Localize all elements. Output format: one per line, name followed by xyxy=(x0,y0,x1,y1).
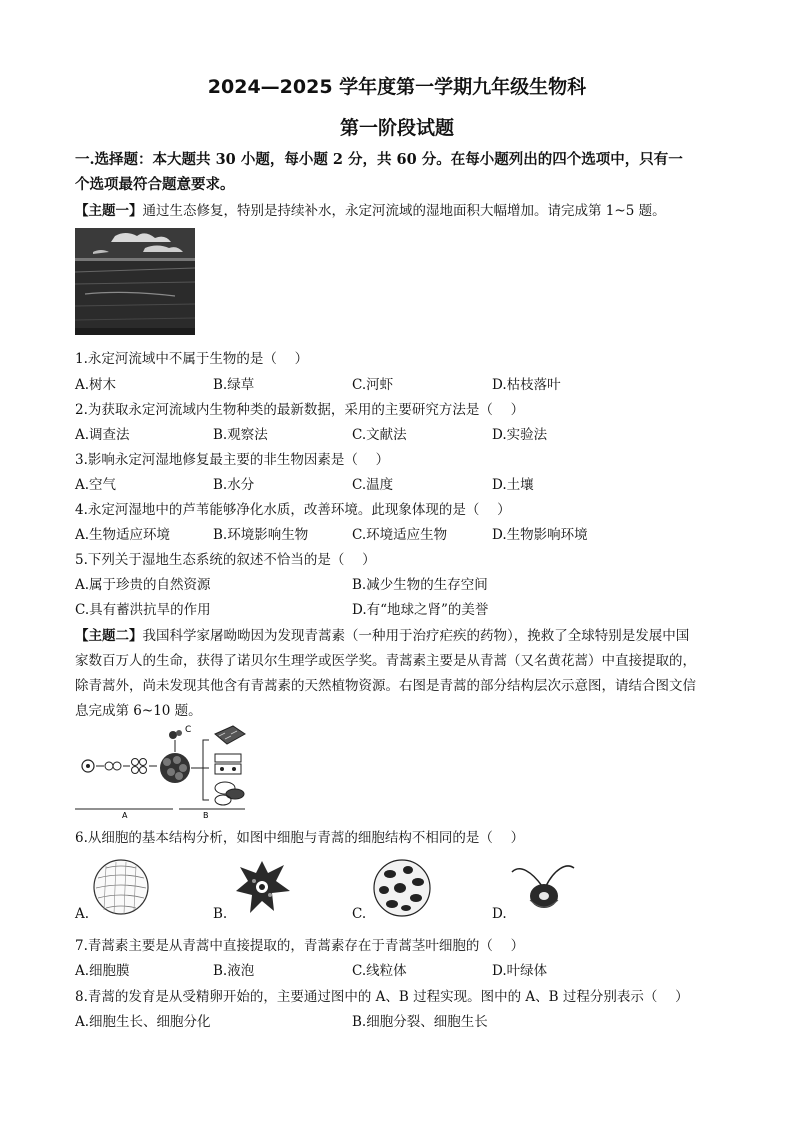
tissue-3-icon xyxy=(215,782,244,805)
label-b: B xyxy=(203,811,209,820)
q3-stem: 3.影响永定河湿地修复最主要的非生物因素是（ ） xyxy=(75,452,390,468)
q4-stem: 4.永定河湿地中的芦苇能够净化水质，改善环境。此现象体现的是（ ） xyxy=(75,502,511,518)
theme2-text-line1: 我国科学家屠呦呦因为发现青蒿素（一种用于治疗疟疾的药物），挽救了全球特别是发展中国 xyxy=(142,628,690,644)
q5-stem: 5.下列关于湿地生态系统的叙述不恰当的是（ ） xyxy=(75,552,376,568)
q6-cell-c-image xyxy=(372,858,432,918)
theme2-text-line3: 除青蒿外，尚未发现其他含有青蒿素的天然植物资源。右图是青蒿的部分结构层次示意图，请结合图文信 xyxy=(75,678,696,694)
tissue-2-icon xyxy=(215,754,241,774)
q3-option-b[interactable]: B.水分 xyxy=(213,477,255,493)
q1-option-d[interactable]: D.枯枝落叶 xyxy=(492,377,561,393)
q6-stem: 6.从细胞的基本结构分析，如图中细胞与青蒿的细胞结构不相同的是（ ） xyxy=(75,830,525,846)
q8-option-b[interactable]: B.细胞分裂、细胞生长 xyxy=(352,1014,488,1030)
q5-option-b[interactable]: B.减少生物的生存空间 xyxy=(352,577,488,593)
cell-c-icon xyxy=(169,730,182,752)
q1-option-c[interactable]: C.河虾 xyxy=(352,377,394,393)
q1-stem: 1.永定河流域中不属于生物的是（ ） xyxy=(75,351,309,367)
q5-option-c[interactable]: C.具有蓄洪抗旱的作用 xyxy=(75,602,211,618)
q6-cell-a-image xyxy=(92,858,150,916)
plant-structure-diagram xyxy=(75,720,265,818)
q1-option-b[interactable]: B.绿草 xyxy=(213,377,255,393)
q2-option-c[interactable]: C.文献法 xyxy=(352,427,407,443)
exam-subtitle: 第一阶段试题 xyxy=(339,117,454,139)
q6-option-d[interactable]: D. xyxy=(492,906,507,922)
cell-cluster-icon xyxy=(160,753,190,783)
wetland-photo xyxy=(75,228,195,335)
q1-option-a[interactable]: A.树木 xyxy=(75,377,117,393)
tissue-1-icon xyxy=(215,726,245,744)
section-heading-line2: 个选项最符合题意要求。 xyxy=(75,176,235,193)
single-cell-icon xyxy=(82,760,94,772)
label-a: A xyxy=(122,811,128,820)
q3-option-d[interactable]: D.土壤 xyxy=(492,477,534,493)
q8-stem: 8.青蒿的发育是从受精卵开始的，主要通过图中的 A、B 过程实现。图中的 A、B 过程分别表示（ ） xyxy=(75,989,689,1005)
q8-option-a[interactable]: A.细胞生长、细胞分化 xyxy=(75,1014,211,1030)
q5-option-d[interactable]: D.有“地球之肾”的美誉 xyxy=(352,602,489,618)
q4-option-d[interactable]: D.生物影响环境 xyxy=(492,527,588,543)
theme1-text: 通过生态修复，特别是持续补水，永定河流域的湿地面积大幅增加。请完成第 1~5 题。 xyxy=(142,203,666,219)
exam-title: 2024—2025 学年度第一学期九年级生物科 xyxy=(207,76,587,98)
q7-option-c[interactable]: C.线粒体 xyxy=(352,963,407,979)
q4-option-b[interactable]: B.环境影响生物 xyxy=(213,527,309,543)
section-heading-line1: 一.选择题：本大题共 30 小题，每小题 2 分，共 60 分。在每小题列出的四个选项中，只有一 xyxy=(75,151,683,168)
q4-option-c[interactable]: C.环境适应生物 xyxy=(352,527,448,543)
q7-option-a[interactable]: A.细胞膜 xyxy=(75,963,130,979)
theme2-text-line4: 息完成第 6~10 题。 xyxy=(75,703,202,719)
theme2-text-line2: 家数百万人的生命，获得了诺贝尔生理学或医学奖。青蒿素主要是从青蒿（又名黄花蒿）中直接提取的， xyxy=(75,653,696,669)
q2-option-a[interactable]: A.调查法 xyxy=(75,427,130,443)
theme1-paragraph xyxy=(75,199,666,219)
theme1-label: 【主题一】 xyxy=(75,203,143,219)
q2-option-d[interactable]: D.实验法 xyxy=(492,427,548,443)
q6-cell-b-image xyxy=(232,857,294,917)
q7-stem: 7.青蒿素主要是从青蒿中直接提取的，青蒿素存在于青蒿茎叶细胞的（ ） xyxy=(75,938,525,954)
q6-option-a[interactable]: A. xyxy=(75,906,90,922)
q7-option-b[interactable]: B.液泡 xyxy=(213,963,255,979)
theme2-label: 【主题二】 xyxy=(75,628,143,644)
q6-option-c[interactable]: C. xyxy=(352,906,367,922)
four-cells-icon xyxy=(132,759,147,774)
q6-option-b[interactable]: B. xyxy=(213,906,228,922)
q3-option-c[interactable]: C.温度 xyxy=(352,477,394,493)
q3-option-a[interactable]: A.空气 xyxy=(75,477,117,493)
q2-stem: 2.为获取永定河流域内生物种类的最新数据，采用的主要研究方法是（ ） xyxy=(75,402,525,418)
q6-cell-d-image xyxy=(508,856,578,916)
branch-bracket xyxy=(203,740,209,800)
two-cells-icon xyxy=(105,762,121,770)
q4-option-a[interactable]: A.生物适应环境 xyxy=(75,527,171,543)
q2-option-b[interactable]: B.观察法 xyxy=(213,427,268,443)
q7-option-d[interactable]: D.叶绿体 xyxy=(492,963,548,979)
theme2-paragraph-line1 xyxy=(75,624,689,644)
q5-option-a[interactable]: A.属于珍贵的自然资源 xyxy=(75,577,211,593)
label-c: C xyxy=(185,725,192,735)
